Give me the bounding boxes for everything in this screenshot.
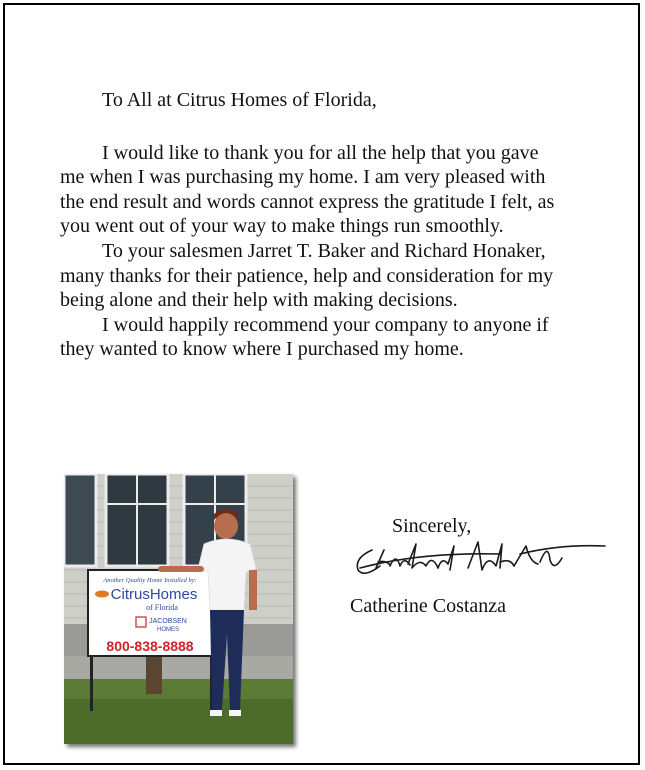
- sign-brand-sub: of Florida: [146, 603, 178, 612]
- sign-tagline: Another Quality Home Installed by:: [103, 577, 197, 584]
- closing-sincerely: Sincerely,: [392, 515, 472, 537]
- home-photo-illustration: [64, 474, 293, 744]
- paragraph-salesmen: To your salesmen Jarret T. Baker and Richard Honaker, many thanks for their patience, help and consideration for my being alone and their help with making decisions.: [60, 239, 554, 312]
- paragraph-thanks: I would like to thank you for all the help that you gave me when I was purchasing my home. I am very pleased with the end result and words cannot express the gratitude I felt, as you went out of your way to make things run smoothly.: [60, 141, 555, 238]
- handwritten-signature: [350, 532, 610, 587]
- letter-body: [60, 88, 560, 362]
- salutation: To All at Citrus Homes of Florida,: [102, 89, 377, 111]
- sign-phone: 800-838-8888: [106, 638, 194, 654]
- sign-partner-line2: HOMES: [156, 627, 180, 633]
- signer-name: Catherine Costanza: [350, 595, 507, 617]
- customer-photo: [64, 474, 293, 744]
- sign-partner-line1: JACOBSEN: [149, 618, 187, 625]
- signature-scrawl: [350, 532, 610, 587]
- sign-brand: CitrusHomes: [110, 586, 198, 603]
- paragraph-recommend: I would happily recommend your company to anyone if they wanted to know where I purchased my home.: [60, 313, 549, 361]
